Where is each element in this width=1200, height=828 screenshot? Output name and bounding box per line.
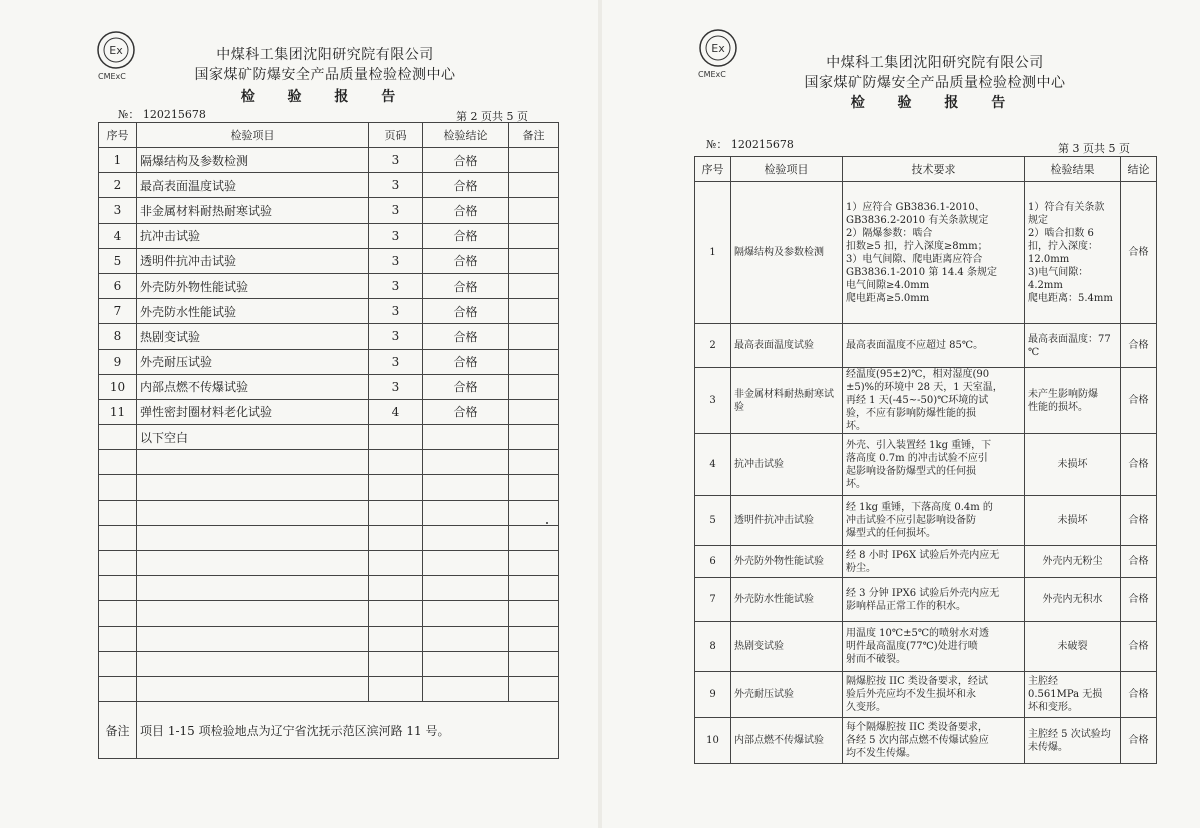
requirement-line: 各经 5 次内部点燃不传爆试验应 <box>846 735 989 746</box>
row-requirement <box>843 546 1025 578</box>
row-verdict: 合格 <box>1121 546 1157 578</box>
requirement-line: 1）应符合 GB3836.1-2010、 <box>846 201 985 213</box>
table-row <box>695 324 1157 368</box>
row-item: 透明件抗冲击试验 <box>731 496 843 546</box>
report-number: №： 120215678 <box>706 138 794 151</box>
result-line: ℃ <box>1028 346 1040 358</box>
row-remark <box>509 173 559 198</box>
row-result: 合格 <box>423 349 509 374</box>
header-no: 序号 <box>695 157 731 182</box>
row-result <box>1025 622 1121 672</box>
report-title: 检 验 报 告 <box>240 89 410 105</box>
requirement-line: 坏。 <box>846 421 866 432</box>
header-item: 检验项目 <box>137 123 369 148</box>
requirement-line: 冲击试验不应引起影响设备防 <box>846 515 976 526</box>
blank-row <box>99 450 559 475</box>
table-row <box>99 324 559 349</box>
row-no: 5 <box>99 248 137 273</box>
result-line: 4.2mm <box>1028 279 1063 291</box>
result-line: 2）啮合扣数 6 <box>1028 227 1094 239</box>
row-result: 合格 <box>423 223 509 248</box>
row-no: 2 <box>695 324 731 368</box>
requirement-line: 影响样品正常工作的积水。 <box>846 600 966 612</box>
table-row <box>695 622 1157 672</box>
result-line: 最高表面温度：77 <box>1028 333 1111 345</box>
row-page: 3 <box>369 148 423 173</box>
row-remark <box>509 198 559 223</box>
result-line: 外壳内无粉尘 <box>1042 556 1103 567</box>
header-requirement: 技术要求 <box>843 157 1025 182</box>
row-page: 3 <box>369 173 423 198</box>
row-remark <box>509 248 559 273</box>
row-requirement <box>843 718 1025 764</box>
requirement-line: 再经 1 天(-45~-50)℃环境的试 <box>846 395 989 406</box>
row-remark <box>509 273 559 298</box>
requirement-line: 电气间隙≥4.0mm <box>846 279 930 291</box>
requirement-line: GB3836.1-2010 第 14.4 条规定 <box>846 266 997 278</box>
blank-row <box>99 651 559 676</box>
row-item: 外壳防水性能试验 <box>137 299 369 324</box>
requirement-line: 验，不应有影响防爆性能的损 <box>846 408 976 419</box>
page-info: 第 3 页共 5 页 <box>1058 142 1130 155</box>
result-line: 坏和变形。 <box>1028 702 1078 713</box>
requirement-line: 爬电距离≥5.0mm <box>846 292 930 304</box>
result-line: 3)电气间隙： <box>1028 266 1089 278</box>
requirement-line: 明件最高温度(77℃)处进行喷 <box>846 641 978 652</box>
row-result <box>1025 434 1121 496</box>
requirement-line: 扣数≥5 扣，拧入深度≥8mm； <box>846 240 988 252</box>
requirement-line: 经温度(95±2)℃，相对湿度(90 <box>846 369 990 380</box>
header-result: 检验结论 <box>423 123 509 148</box>
row-verdict: 合格 <box>1121 718 1157 764</box>
header-no: 序号 <box>99 123 137 148</box>
row-no: 1 <box>99 148 137 173</box>
row-remark <box>509 399 559 424</box>
row-page: 3 <box>369 198 423 223</box>
result-line: 主腔经 <box>1028 676 1058 687</box>
report-number: №： 120215678 <box>118 108 206 121</box>
row-remark <box>509 349 559 374</box>
header-result: 检验结果 <box>1025 157 1121 182</box>
result-line: 未损坏 <box>1057 459 1088 470</box>
requirement-line: 3）电气间隙、爬电距离应符合 <box>846 253 983 265</box>
row-result <box>1025 718 1121 764</box>
row-verdict: 合格 <box>1121 496 1157 546</box>
blank-row <box>99 500 559 525</box>
blank-row <box>99 676 559 701</box>
row-verdict: 合格 <box>1121 434 1157 496</box>
row-no: 4 <box>99 223 137 248</box>
table-row <box>99 148 559 173</box>
row-page: 3 <box>369 223 423 248</box>
result-line: 主腔经 5 次试验均 <box>1028 728 1111 740</box>
table-row <box>695 672 1157 718</box>
requirement-line: 2）隔爆参数：啮合 <box>846 227 933 239</box>
table-header-row <box>99 123 559 148</box>
row-item: 以下空白 <box>137 425 369 450</box>
row-verdict: 合格 <box>1121 578 1157 622</box>
row-item: 内部点燃不传爆试验 <box>731 718 843 764</box>
ex-certification-logo <box>96 30 136 70</box>
row-remark <box>509 425 559 450</box>
inspection-details-table <box>694 156 1157 764</box>
requirement-line: 验后外壳应均不发生损坏和永 <box>846 689 976 700</box>
note-text: 项目 1-15 项检验地点为辽宁省沈抚示范区滨河路 11 号。 <box>137 702 559 759</box>
row-requirement <box>843 434 1025 496</box>
row-remark <box>509 148 559 173</box>
blank-row <box>99 626 559 651</box>
row-requirement <box>843 496 1025 546</box>
row-page <box>369 425 423 450</box>
table-row <box>99 299 559 324</box>
row-page: 3 <box>369 299 423 324</box>
row-item: 热剧变试验 <box>137 324 369 349</box>
row-remark <box>509 374 559 399</box>
row-result <box>1025 324 1121 368</box>
row-result <box>1025 578 1121 622</box>
row-no: 7 <box>99 299 137 324</box>
blank-row <box>99 551 559 576</box>
note-label: 备注 <box>99 702 137 759</box>
table-row <box>99 198 559 223</box>
result-line: 性能的损坏。 <box>1028 401 1088 413</box>
table-row <box>695 546 1157 578</box>
row-item: 隔爆结构及参数检测 <box>731 182 843 324</box>
row-remark <box>509 324 559 349</box>
row-no: 3 <box>99 198 137 223</box>
requirement-line: 隔爆腔按 IIC 类设备要求，经试 <box>846 676 988 687</box>
row-page: 4 <box>369 399 423 424</box>
table-row <box>99 425 559 450</box>
row-result <box>423 425 509 450</box>
report-title: 检 验 报 告 <box>850 95 1020 111</box>
blank-row <box>99 601 559 626</box>
row-requirement <box>843 672 1025 718</box>
row-item: 抗冲击试验 <box>731 434 843 496</box>
row-verdict: 合格 <box>1121 672 1157 718</box>
blank-row <box>99 475 559 500</box>
requirement-line: 经 3 分钟 IPX6 试验后外壳内应无 <box>846 587 1000 599</box>
table-row <box>695 368 1157 434</box>
result-line: 外壳内无积水 <box>1042 594 1103 605</box>
report-page-3 <box>602 0 1200 828</box>
requirement-line: 每个隔爆腔按 IIC 类设备要求， <box>846 722 988 733</box>
row-item: 外壳防外物性能试验 <box>137 273 369 298</box>
row-result: 合格 <box>423 299 509 324</box>
org-name: 中煤科工集团沈阳研究院有限公司 <box>216 47 434 63</box>
table-row <box>695 718 1157 764</box>
row-verdict: 合格 <box>1121 324 1157 368</box>
row-no: 1 <box>695 182 731 324</box>
blank-row <box>99 525 559 550</box>
row-result <box>1025 182 1121 324</box>
row-no: 10 <box>99 374 137 399</box>
row-item: 最高表面温度试验 <box>731 324 843 368</box>
row-result <box>1025 368 1121 434</box>
row-page: 3 <box>369 374 423 399</box>
row-result <box>1025 672 1121 718</box>
row-result: 合格 <box>423 148 509 173</box>
row-no: 6 <box>99 273 137 298</box>
table-row <box>695 182 1157 324</box>
requirement-line: 起影响设备防爆型式的任何损 <box>846 465 976 477</box>
row-verdict: 合格 <box>1121 622 1157 672</box>
row-no: 9 <box>695 672 731 718</box>
requirement-line: 用温度 10℃±5℃的喷射水对透 <box>846 628 990 639</box>
result-line: 规定 <box>1028 214 1048 226</box>
requirement-line: 经 1kg 重锤，下落高度 0.4m 的 <box>846 502 993 513</box>
logo-caption: CMExC <box>698 70 726 79</box>
header-page: 页码 <box>369 123 423 148</box>
result-line: 未传爆。 <box>1028 741 1068 753</box>
row-result: 合格 <box>423 248 509 273</box>
result-line: 12.0mm <box>1028 253 1070 265</box>
table-row <box>99 273 559 298</box>
blank-row <box>99 576 559 601</box>
row-item: 外壳耐压试验 <box>731 672 843 718</box>
center-name: 国家煤矿防爆安全产品质量检验检测中心 <box>194 67 456 83</box>
ex-certification-logo <box>698 28 738 68</box>
row-item: 非金属材料耐热耐寒试验 <box>137 198 369 223</box>
row-no: 2 <box>99 173 137 198</box>
row-requirement <box>843 324 1025 368</box>
header-remark: 备注 <box>509 123 559 148</box>
row-verdict: 合格 <box>1121 182 1157 324</box>
row-no: 8 <box>695 622 731 672</box>
table-row <box>695 578 1157 622</box>
row-no <box>99 425 137 450</box>
requirement-line: 粉尘。 <box>846 562 876 574</box>
requirement-line: 久变形。 <box>846 702 886 713</box>
row-result: 合格 <box>423 273 509 298</box>
requirement-line: GB3836.2-2010 有关条款规定 <box>846 214 989 226</box>
result-line: 未破裂 <box>1057 641 1088 652</box>
row-no: 9 <box>99 349 137 374</box>
row-item: 非金属材料耐热耐寒试验 <box>731 368 843 434</box>
table-row <box>99 248 559 273</box>
report-page-2 <box>0 0 598 828</box>
table-header-row <box>695 157 1157 182</box>
requirement-line: 射而不破裂。 <box>846 654 906 665</box>
result-line: 扣，拧入深度： <box>1028 240 1098 252</box>
row-result: 合格 <box>423 173 509 198</box>
requirement-line: 最高表面温度不应超过 85℃。 <box>846 340 984 351</box>
header-item: 检验项目 <box>731 157 843 182</box>
row-no: 4 <box>695 434 731 496</box>
inspection-summary-table <box>98 122 559 759</box>
result-line: 未损坏 <box>1057 515 1088 526</box>
table-row <box>99 223 559 248</box>
row-result: 合格 <box>423 399 509 424</box>
row-item: 最高表面温度试验 <box>137 173 369 198</box>
row-item: 外壳防水性能试验 <box>731 578 843 622</box>
row-item: 透明件抗冲击试验 <box>137 248 369 273</box>
row-no: 8 <box>99 324 137 349</box>
row-item: 内部点燃不传爆试验 <box>137 374 369 399</box>
row-no: 5 <box>695 496 731 546</box>
row-result <box>1025 546 1121 578</box>
row-no: 11 <box>99 399 137 424</box>
row-remark <box>509 223 559 248</box>
requirement-line: 爆型式的任何损坏。 <box>846 528 936 539</box>
row-page: 3 <box>369 273 423 298</box>
header-verdict: 结论 <box>1121 157 1157 182</box>
row-result: 合格 <box>423 198 509 223</box>
requirement-line: 均不发生传爆。 <box>846 748 916 759</box>
row-item: 外壳防外物性能试验 <box>731 546 843 578</box>
requirement-line: ±5)%的环境中 28 天，1 天室温， <box>846 382 1003 393</box>
row-item: 热剧变试验 <box>731 622 843 672</box>
row-result: 合格 <box>423 374 509 399</box>
scan-speck <box>546 522 548 524</box>
result-line: 爬电距离：5.4mm <box>1028 292 1113 304</box>
row-no: 3 <box>695 368 731 434</box>
table-row <box>695 496 1157 546</box>
requirement-line: 外壳、引入装置经 1kg 重锤，下 <box>846 439 992 451</box>
row-item: 弹性密封圈材料老化试验 <box>137 399 369 424</box>
row-page: 3 <box>369 349 423 374</box>
row-no: 6 <box>695 546 731 578</box>
row-item: 抗冲击试验 <box>137 223 369 248</box>
svg-text:Ex: Ex <box>711 42 725 55</box>
org-name: 中煤科工集团沈阳研究院有限公司 <box>826 55 1044 71</box>
logo-caption: CMExC <box>98 72 126 81</box>
row-page: 3 <box>369 324 423 349</box>
row-requirement <box>843 578 1025 622</box>
table-row <box>99 173 559 198</box>
requirement-line: 坏。 <box>846 478 866 490</box>
row-result <box>1025 496 1121 546</box>
row-requirement <box>843 622 1025 672</box>
center-name: 国家煤矿防爆安全产品质量检验检测中心 <box>804 75 1066 91</box>
row-requirement <box>843 368 1025 434</box>
table-row <box>99 374 559 399</box>
row-page: 3 <box>369 248 423 273</box>
table-row <box>99 399 559 424</box>
row-remark <box>509 299 559 324</box>
result-line: 0.561MPa 无损 <box>1028 689 1103 700</box>
row-no: 7 <box>695 578 731 622</box>
result-line: 1）符合有关条款 <box>1028 201 1105 213</box>
svg-text:Ex: Ex <box>109 44 123 57</box>
row-item: 隔爆结构及参数检测 <box>137 148 369 173</box>
requirement-line: 落高度 0.7m 的冲击试验不应引 <box>846 452 988 464</box>
note-row <box>99 702 559 759</box>
row-requirement <box>843 182 1025 324</box>
row-no: 10 <box>695 718 731 764</box>
table-row <box>99 349 559 374</box>
row-item: 外壳耐压试验 <box>137 349 369 374</box>
table-row <box>695 434 1157 496</box>
row-verdict: 合格 <box>1121 368 1157 434</box>
page-info: 第 2 页共 5 页 <box>456 110 528 123</box>
result-line: 未产生影响防爆 <box>1028 388 1098 400</box>
requirement-line: 经 8 小时 IP6X 试验后外壳内应无 <box>846 549 1000 561</box>
row-result: 合格 <box>423 324 509 349</box>
